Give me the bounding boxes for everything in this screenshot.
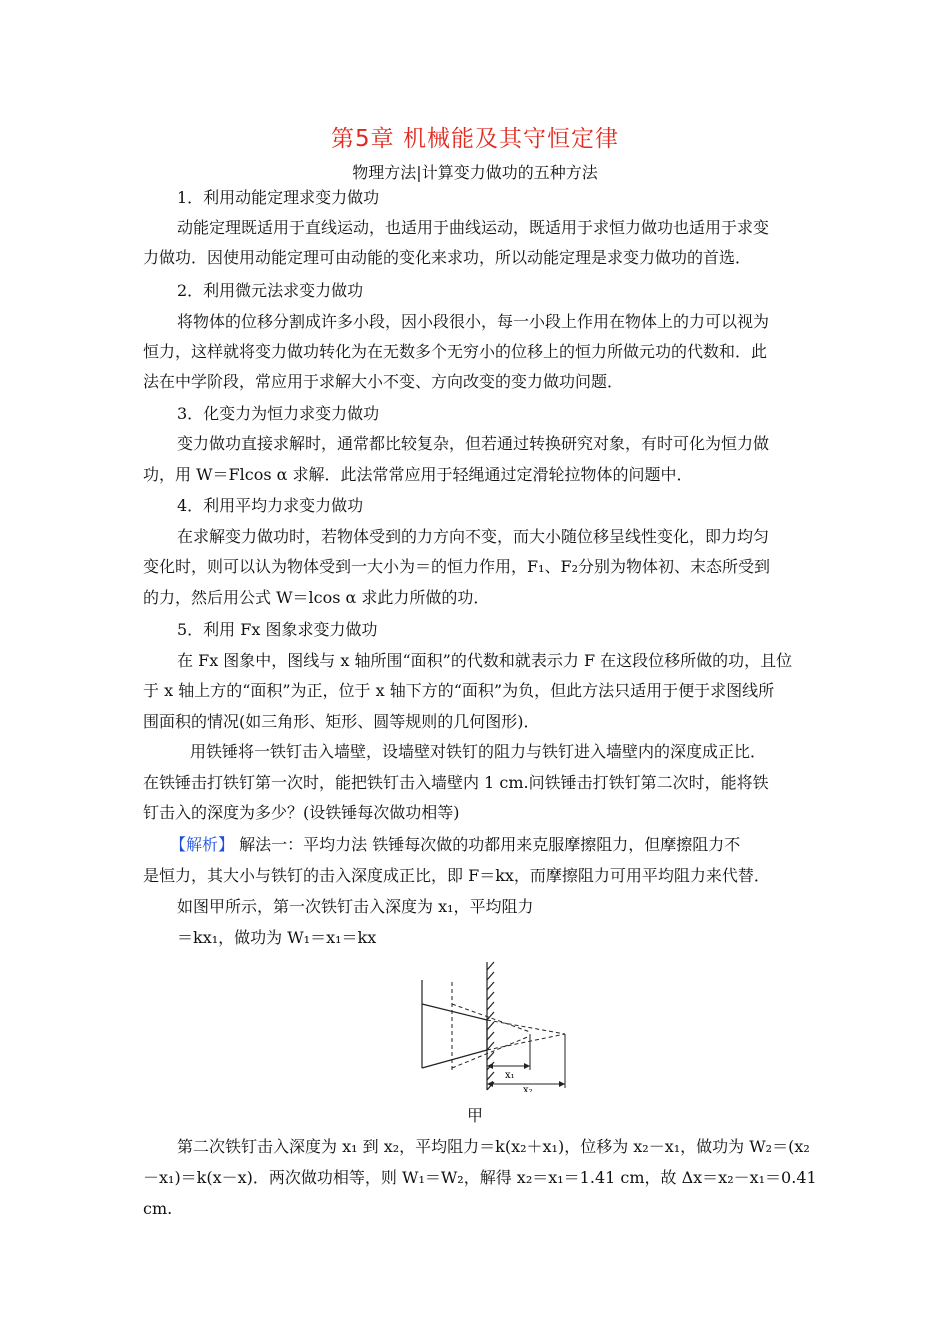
label-x1: x₁ (505, 1070, 515, 1081)
heading-1: 1．利用动能定理求变力做功 (177, 188, 380, 207)
nail-wall-diagram (410, 960, 585, 1092)
analysis-line: ＝kx₁，做功为 W₁＝x₁＝kx (177, 928, 377, 947)
heading-5: 5．利用 Fx 图象求变力做功 (177, 620, 378, 639)
heading-2: 2．利用微元法求变力做功 (177, 281, 364, 300)
problem-line: 钉击入的深度为多少？(设铁锤每次做功相等) (143, 803, 460, 822)
paragraph-line: 于 x 轴上方的“面积”为正，位于 x 轴下方的“面积”为负，但此方法只适用于便于求图线所 (143, 681, 775, 700)
paragraph-line: 在 Fx 图象中，图线与 x 轴所围“面积”的代数和就表示力 F 在这段位移所做的功，且位 (177, 651, 793, 670)
analysis-line: －x₁)＝k(x－x)．两次做功相等，则 W₁＝W₂，解得 x₂＝x₁＝1.41 cm，故 Δx＝x₂－x₁＝0.41 (143, 1168, 817, 1187)
problem-line: 用铁锤将一铁钉击入墙壁，设墙壁对铁钉的阻力与铁钉进入墙壁内的深度成正比． (190, 742, 767, 761)
analysis-line: 第二次铁钉击入深度为 x₁ 到 x₂，平均阻力＝k(x₂＋x₁)，位移为 x₂－x₁，做功为 W₂＝(x₂ (177, 1137, 810, 1156)
chapter-title: 第5章 机械能及其守恒定律 (331, 126, 619, 152)
analysis-tag: 【解析】 (170, 835, 235, 854)
label-x2: x₂ (523, 1085, 533, 1092)
section-subtitle: 物理方法|计算变力做功的五种方法 (352, 163, 598, 182)
paragraph-line: 变力做功直接求解时，通常都比较复杂，但若通过转换研究对象，有时可化为恒力做 (177, 434, 770, 453)
analysis-line: 是恒力，其大小与铁钉的击入深度成正比，即 F＝kx，而摩擦阻力可用平均阻力来代替． (143, 866, 770, 885)
figure-caption: 甲 (466, 1106, 483, 1125)
problem-line: 在铁锤击打铁钉第一次时，能把铁钉击入墙壁内 1 cm.问铁锤击打铁钉第二次时，能将铁 (143, 773, 769, 792)
analysis-text: 解法一：平均力法 铁锤每次做的功都用来克服摩擦阻力，但摩擦阻力不 (234, 835, 741, 854)
analysis-line (170, 835, 740, 855)
paragraph-line: 的力，然后用公式 W＝lcos α 求此力所做的功． (143, 588, 490, 607)
analysis-line: cm. (143, 1199, 173, 1218)
paragraph-line: 功，用 W＝Flcos α 求解．此法常常应用于轻绳通过定滑轮拉物体的问题中． (143, 465, 693, 484)
paragraph-line: 恒力，这样就将变力做功转化为在无数多个无穷小的位移上的恒力所做元功的代数和．此 (143, 342, 768, 361)
paragraph-line: 力做功．因使用动能定理可由动能的变化来求功，所以动能定理是求变力做功的首选． (143, 248, 752, 267)
paragraph-line: 围面积的情况(如三角形、矩形、圆等规则的几何图形)． (143, 712, 540, 731)
heading-4: 4．利用平均力求变力做功 (177, 496, 364, 515)
analysis-line: 如图甲所示，第一次铁钉击入深度为 x₁，平均阻力 (177, 897, 534, 916)
paragraph-line: 法在中学阶段，常应用于求解大小不变、方向改变的变力做功问题． (143, 372, 624, 391)
paragraph-line: 动能定理既适用于直线运动，也适用于曲线运动，既适用于求恒力做功也适用于求变 (177, 218, 770, 237)
paragraph-line: 将物体的位移分割成许多小段，因小段很小，每一小段上作用在物体上的力可以视为 (177, 312, 770, 331)
paragraph-line: 在求解变力做功时，若物体受到的力方向不变，而大小随位移呈线性变化，即力均匀 (177, 527, 770, 546)
paragraph-line: 变化时，则可以认为物体受到一大小为＝的恒力作用，F₁、F₂分别为物体初、末态所受到 (143, 557, 771, 576)
heading-3: 3．化变力为恒力求变力做功 (177, 404, 380, 423)
